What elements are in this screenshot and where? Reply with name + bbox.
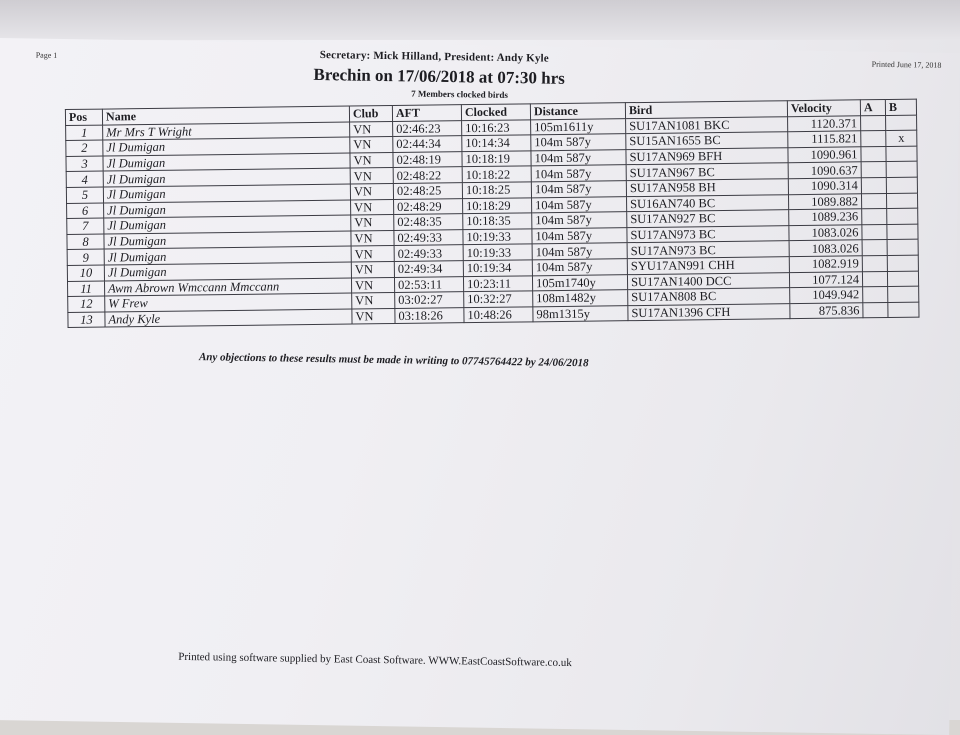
cell-pos: 5	[66, 187, 103, 203]
cell-clocked: 10:23:11	[463, 275, 532, 291]
header-b: B	[885, 99, 916, 115]
cell-bird: SU16AN740 BC	[626, 194, 788, 212]
results-table	[65, 99, 920, 329]
officials-line: Secretary: Mick Hilland, President: Andy Kyle	[319, 49, 550, 65]
cell-a	[862, 240, 887, 256]
cell-clocked: 10:18:25	[462, 182, 531, 198]
cell-name: Jl Dumigan	[104, 231, 351, 250]
cell-pos: 11	[67, 281, 104, 297]
cell-aft: 02:48:29	[394, 198, 463, 214]
cell-distance: 98m1315y	[533, 305, 628, 322]
cell-clocked: 10:19:33	[463, 244, 532, 260]
cell-aft: 02:48:19	[393, 151, 462, 167]
cell-a	[861, 193, 886, 209]
cell-club: VN	[350, 137, 393, 153]
cell-club: VN	[350, 183, 393, 199]
cell-bird: SU17AN967 BC	[626, 163, 788, 181]
cell-velocity: 1120.371	[788, 115, 861, 131]
cell-distance: 104m 587y	[532, 212, 627, 229]
cell-pos: 12	[68, 296, 105, 312]
cell-distance: 104m 587y	[532, 227, 627, 244]
cell-clocked: 10:19:34	[463, 260, 532, 276]
cell-a	[861, 177, 886, 193]
cell-a	[862, 255, 887, 271]
printed-date: Printed June 17, 2018	[871, 59, 942, 70]
cell-distance: 104m 587y	[532, 196, 627, 213]
cell-club: VN	[352, 308, 395, 324]
cell-name: Andy Kyle	[105, 309, 352, 328]
cell-b	[888, 286, 919, 302]
cell-pos: 4	[66, 171, 103, 187]
cell-pos: 6	[67, 203, 104, 219]
cell-aft: 02:48:22	[393, 167, 462, 183]
header-a: A	[860, 100, 885, 116]
cell-club: VN	[350, 152, 393, 168]
cell-distance: 105m1611y	[531, 118, 626, 135]
cell-name: Jl Dumigan	[104, 215, 351, 234]
cell-club: VN	[351, 261, 394, 277]
cell-velocity: 1049.942	[790, 287, 863, 303]
members-clocked: 7 Members clocked birds	[411, 88, 508, 100]
header-name: Name	[102, 106, 349, 125]
cell-clocked: 10:16:23	[462, 119, 531, 135]
cell-clocked: 10:18:29	[463, 197, 532, 213]
cell-a	[862, 271, 887, 287]
cell-a	[861, 146, 886, 162]
cell-aft: 02:44:34	[393, 136, 462, 152]
cell-pos: 9	[67, 249, 104, 265]
cell-a	[863, 302, 888, 318]
race-title: Brechin on 17/06/2018 at 07:30 hrs	[313, 64, 565, 88]
cell-bird: SU17AN1081 BKC	[626, 116, 788, 134]
cell-clocked: 10:18:35	[463, 213, 532, 229]
cell-name: Jl Dumigan	[104, 246, 351, 265]
cell-club: VN	[350, 121, 393, 137]
header-bird: Bird	[625, 101, 787, 119]
cell-distance: 104m 587y	[532, 259, 627, 276]
cell-pos: 8	[67, 234, 104, 250]
cell-club: VN	[350, 168, 393, 184]
cell-velocity: 1090.961	[788, 147, 861, 163]
cell-b	[886, 177, 917, 193]
cell-velocity: 1090.637	[788, 162, 861, 178]
cell-bird: SU15AN1655 BC	[626, 132, 788, 150]
header-pos: Pos	[65, 109, 102, 125]
cell-name: Jl Dumigan	[103, 168, 350, 187]
cell-clocked: 10:18:22	[462, 166, 531, 182]
cell-bird: SYU17AN991 CHH	[627, 257, 789, 275]
cell-clocked: 10:14:34	[462, 135, 531, 151]
cell-club: VN	[351, 246, 394, 262]
header-distance: Distance	[530, 103, 625, 120]
cell-club: VN	[351, 199, 394, 215]
cell-pos: 1	[66, 125, 103, 141]
cell-clocked: 10:18:19	[462, 151, 531, 167]
cell-pos: 7	[67, 218, 104, 234]
cell-pos: 13	[68, 312, 105, 328]
cell-name: Mr Mrs T Wright	[103, 122, 350, 141]
cell-aft: 03:18:26	[395, 307, 464, 323]
cell-bird: SU17AN1400 DCC	[627, 272, 789, 290]
cell-velocity: 1083.026	[789, 225, 862, 241]
header-velocity: Velocity	[787, 100, 860, 116]
cell-bird: SU17AN1396 CFH	[628, 303, 790, 321]
cell-name: Jl Dumigan	[104, 262, 351, 281]
cell-b	[887, 271, 918, 287]
cell-bird: SU17AN973 BC	[627, 241, 789, 259]
page-label: Page 1	[35, 50, 58, 60]
cell-bird: SU17AN927 BC	[627, 210, 789, 228]
cell-b	[886, 146, 917, 162]
cell-name: Jl Dumigan	[103, 184, 350, 203]
cell-a	[861, 162, 886, 178]
header-clocked: Clocked	[461, 104, 530, 120]
cell-b	[887, 224, 918, 240]
cell-velocity: 1083.026	[789, 240, 862, 256]
cell-aft: 03:02:27	[395, 292, 464, 308]
cell-club: VN	[351, 215, 394, 231]
cell-name: W Frew	[105, 293, 352, 312]
cell-name: Jl Dumigan	[103, 137, 350, 156]
cell-club: VN	[351, 277, 394, 293]
cell-b	[886, 115, 917, 131]
cell-distance: 104m 587y	[531, 134, 626, 151]
cell-a	[863, 287, 888, 303]
cell-a	[862, 224, 887, 240]
cell-aft: 02:46:23	[393, 120, 462, 136]
cell-distance: 104m 587y	[531, 165, 626, 182]
cell-b	[888, 302, 919, 318]
cell-b	[886, 161, 917, 177]
header-club: Club	[349, 106, 392, 122]
cell-name: Jl Dumigan	[104, 200, 351, 219]
cell-b	[887, 239, 918, 255]
cell-distance: 104m 587y	[532, 243, 627, 260]
cell-aft: 02:53:11	[394, 276, 463, 292]
cell-a	[862, 209, 887, 225]
cell-velocity: 875.836	[790, 303, 863, 319]
cell-b	[887, 208, 918, 224]
cell-name: Awm Abrown Wmccann Mmccann	[104, 278, 351, 297]
cell-aft: 02:49:33	[394, 229, 463, 245]
cell-a	[861, 131, 886, 147]
cell-velocity: 1089.236	[789, 209, 862, 225]
cell-aft: 02:48:25	[393, 183, 462, 199]
cell-bird: SU17AN808 BC	[628, 288, 790, 306]
cell-velocity: 1115.821	[788, 131, 861, 147]
cell-aft: 02:49:33	[394, 245, 463, 261]
cell-pos: 3	[66, 156, 103, 172]
cell-clocked: 10:32:27	[464, 291, 533, 307]
cell-b: x	[886, 130, 917, 146]
cell-b	[886, 193, 917, 209]
cell-name: Jl Dumigan	[103, 153, 350, 172]
cell-velocity: 1089.882	[788, 193, 861, 209]
cell-velocity: 1090.314	[788, 178, 861, 194]
cell-aft: 02:49:34	[394, 261, 463, 277]
cell-velocity: 1082.919	[789, 256, 862, 272]
cell-club: VN	[351, 230, 394, 246]
objection-note: Any objections to these results must be made in writing to 07745764422 by 24/06/2018	[198, 351, 589, 370]
cell-distance: 105m1740y	[532, 274, 627, 291]
cell-distance: 104m 587y	[531, 149, 626, 166]
header-aft: AFT	[392, 105, 461, 121]
cell-velocity: 1077.124	[789, 271, 862, 287]
cell-bird: SU17AN969 BFH	[626, 147, 788, 165]
cell-clocked: 10:19:33	[463, 229, 532, 245]
cell-b	[887, 255, 918, 271]
results-sheet	[0, 38, 960, 735]
cell-distance: 108m1482y	[533, 290, 628, 307]
cell-pos: 2	[66, 140, 103, 156]
cell-bird: SU17AN958 BH	[626, 179, 788, 197]
cell-bird: SU17AN973 BC	[627, 225, 789, 243]
cell-a	[861, 115, 886, 131]
cell-aft: 02:48:35	[394, 214, 463, 230]
cell-club: VN	[352, 293, 395, 309]
page-edge-shadow	[0, 0, 960, 40]
software-footer: Printed using software supplied by East Coast Software. WWW.EastCoastSoftware.co.uk	[178, 650, 572, 670]
results-body	[66, 115, 919, 328]
cell-clocked: 10:48:26	[464, 307, 533, 323]
cell-pos: 10	[67, 265, 104, 281]
cell-distance: 104m 587y	[531, 181, 626, 198]
